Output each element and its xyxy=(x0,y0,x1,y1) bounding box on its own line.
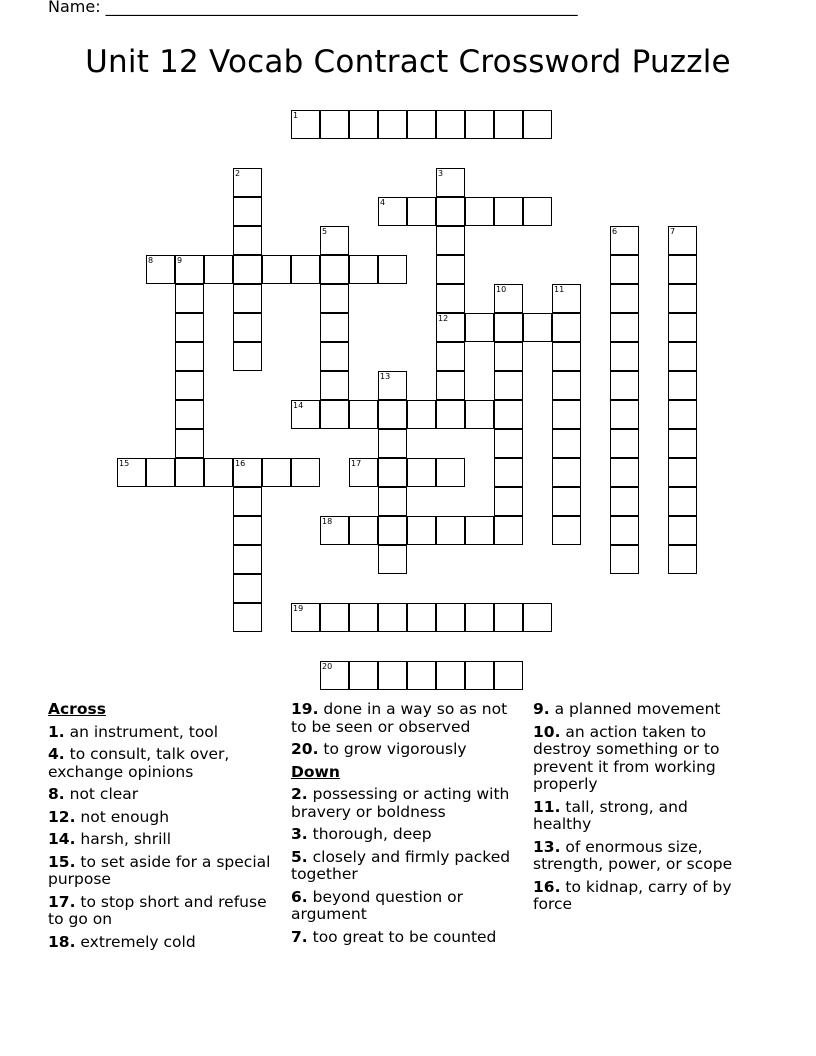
crossword-cell[interactable] xyxy=(320,603,349,632)
crossword-cell[interactable] xyxy=(436,284,465,313)
clue-text: closely and firmly packed together xyxy=(291,847,511,883)
crossword-cell[interactable] xyxy=(146,458,175,487)
crossword-cell[interactable] xyxy=(610,342,639,371)
crossword-cell[interactable] xyxy=(233,168,262,197)
crossword-cell[interactable] xyxy=(523,313,552,342)
crossword-cell[interactable] xyxy=(523,603,552,632)
crossword-cell[interactable] xyxy=(349,255,378,284)
clue-text: to consult, talk over, exchange opinions xyxy=(48,745,230,781)
clue-text: to stop short and refuse to go on xyxy=(48,892,267,928)
crossword-cell[interactable] xyxy=(233,487,262,516)
crossword-cell[interactable] xyxy=(552,284,581,313)
crossword-cell[interactable] xyxy=(407,458,436,487)
crossword-cell[interactable] xyxy=(436,226,465,255)
crossword-cell[interactable] xyxy=(407,197,436,226)
crossword-cell[interactable] xyxy=(465,516,494,545)
crossword-cell[interactable] xyxy=(610,226,639,255)
down-clue xyxy=(291,929,519,947)
crossword-cell[interactable] xyxy=(204,255,233,284)
down-clue xyxy=(533,701,748,719)
crossword-cell[interactable] xyxy=(233,342,262,371)
crossword-cell[interactable] xyxy=(349,661,378,690)
across-clue xyxy=(48,934,280,952)
crossword-cell[interactable] xyxy=(494,661,523,690)
clue-number: 6. xyxy=(291,887,308,906)
cell-number: 7 xyxy=(670,227,676,236)
crossword-cell[interactable] xyxy=(175,371,204,400)
crossword-cell[interactable] xyxy=(494,342,523,371)
crossword-cell[interactable] xyxy=(494,313,523,342)
crossword-cell[interactable] xyxy=(668,487,697,516)
crossword-cell[interactable] xyxy=(494,487,523,516)
crossword-cell[interactable] xyxy=(465,313,494,342)
down-clue xyxy=(533,799,748,834)
crossword-cell[interactable] xyxy=(320,110,349,139)
clue-number: 1. xyxy=(48,722,65,741)
clue-number: 18. xyxy=(48,932,76,951)
down-clue xyxy=(533,879,748,914)
down-clue xyxy=(291,826,519,844)
clue-number: 17. xyxy=(48,892,76,911)
crossword-cell[interactable] xyxy=(610,545,639,574)
cell-number: 15 xyxy=(119,459,130,468)
clue-number: 13. xyxy=(533,837,561,856)
crossword-cell[interactable] xyxy=(494,429,523,458)
crossword-cell[interactable] xyxy=(494,516,523,545)
crossword-cell[interactable] xyxy=(668,400,697,429)
crossword-cell[interactable] xyxy=(436,458,465,487)
cell-number: 10 xyxy=(496,285,507,294)
crossword-cell[interactable] xyxy=(494,197,523,226)
down-clue xyxy=(291,786,519,821)
crossword-cell[interactable] xyxy=(175,313,204,342)
cell-number: 3 xyxy=(438,169,444,178)
crossword-cell[interactable] xyxy=(668,226,697,255)
clue-number: 14. xyxy=(48,830,76,848)
crossword-cell[interactable] xyxy=(233,603,262,632)
crossword-cell[interactable] xyxy=(291,603,320,632)
clue-text: not enough xyxy=(80,807,170,826)
crossword-cell[interactable] xyxy=(465,197,494,226)
cell-number: 1 xyxy=(293,111,299,120)
crossword-cell[interactable] xyxy=(349,516,378,545)
clue-number: 12. xyxy=(48,807,76,826)
cell-number: 17 xyxy=(351,459,362,468)
cell-number: 6 xyxy=(612,227,618,236)
crossword-cell[interactable] xyxy=(378,545,407,574)
crossword-cell[interactable] xyxy=(465,661,494,690)
name-field[interactable]: Name: ___________________________________________________________ xyxy=(48,0,578,16)
crossword-cell[interactable] xyxy=(349,603,378,632)
crossword-cell[interactable] xyxy=(494,458,523,487)
crossword-cell[interactable] xyxy=(494,284,523,313)
crossword-cell[interactable] xyxy=(465,400,494,429)
crossword-cell[interactable] xyxy=(233,574,262,603)
crossword-cell[interactable] xyxy=(233,226,262,255)
cell-number: 19 xyxy=(293,604,304,613)
across-clue-list-continued xyxy=(291,701,519,759)
crossword-cell[interactable] xyxy=(668,371,697,400)
cell-number: 5 xyxy=(322,227,328,236)
across-clue xyxy=(48,746,280,781)
crossword-cell[interactable] xyxy=(436,516,465,545)
clue-number: 7. xyxy=(291,927,308,946)
down-clue-list xyxy=(291,786,519,946)
across-clue xyxy=(291,741,519,759)
crossword-cell[interactable] xyxy=(320,226,349,255)
clue-text: to kidnap, carry of by force xyxy=(533,877,732,913)
across-clue xyxy=(291,701,519,736)
crossword-cell[interactable] xyxy=(552,429,581,458)
clue-number: 3. xyxy=(291,825,308,843)
crossword-cell[interactable] xyxy=(465,110,494,139)
clue-text: to grow vigorously xyxy=(323,740,467,758)
clue-number: 2. xyxy=(291,785,308,803)
across-clue xyxy=(48,809,280,827)
crossword-cell[interactable] xyxy=(233,545,262,574)
crossword-cell[interactable] xyxy=(262,458,291,487)
clue-text: tall, strong, and healthy xyxy=(533,797,688,833)
crossword-cell[interactable] xyxy=(233,458,262,487)
clue-text: an action taken to destroy something or to prevent it from working properly xyxy=(533,722,720,793)
crossword-cell[interactable] xyxy=(378,197,407,226)
crossword-cell[interactable] xyxy=(262,255,291,284)
cell-number: 12 xyxy=(438,314,449,323)
page-title: Unit 12 Vocab Contract Crossword Puzzle xyxy=(85,44,731,80)
clue-number: 8. xyxy=(48,785,65,803)
crossword-cell[interactable] xyxy=(436,661,465,690)
crossword-cell[interactable] xyxy=(291,458,320,487)
crossword-cell[interactable] xyxy=(610,516,639,545)
across-clue xyxy=(48,894,280,929)
clue-text: extremely cold xyxy=(80,932,196,951)
crossword-cell[interactable] xyxy=(233,284,262,313)
across-clue xyxy=(48,786,280,804)
crossword-cell[interactable] xyxy=(378,400,407,429)
crossword-cell[interactable] xyxy=(523,197,552,226)
crossword-cell[interactable] xyxy=(291,255,320,284)
crossword-cell[interactable] xyxy=(552,371,581,400)
crossword-cell[interactable] xyxy=(349,458,378,487)
cell-number: 14 xyxy=(293,401,304,410)
cell-number: 2 xyxy=(235,169,241,178)
crossword-cell[interactable] xyxy=(378,429,407,458)
clue-text: harsh, shrill xyxy=(80,830,172,848)
clue-text: beyond question or argument xyxy=(291,887,463,923)
crossword-cell[interactable] xyxy=(175,284,204,313)
clue-number: 5. xyxy=(291,847,308,866)
across-clue xyxy=(48,724,280,742)
crossword-cell[interactable] xyxy=(320,313,349,342)
cell-number: 13 xyxy=(380,372,391,381)
crossword-cell[interactable] xyxy=(610,255,639,284)
crossword-cell[interactable] xyxy=(233,197,262,226)
clue-number: 20. xyxy=(291,740,319,758)
crossword-cell[interactable] xyxy=(378,110,407,139)
clue-text: an instrument, tool xyxy=(69,722,219,741)
crossword-cell[interactable] xyxy=(494,400,523,429)
crossword-cell[interactable] xyxy=(436,400,465,429)
crossword-cell[interactable] xyxy=(378,661,407,690)
crossword-cell[interactable] xyxy=(175,429,204,458)
crossword-cell[interactable] xyxy=(320,255,349,284)
down-clue xyxy=(533,839,748,874)
crossword-cell[interactable] xyxy=(610,487,639,516)
cell-number: 8 xyxy=(148,256,154,265)
crossword-cell[interactable] xyxy=(378,371,407,400)
crossword-cell[interactable] xyxy=(494,603,523,632)
crossword-cell[interactable] xyxy=(291,400,320,429)
clue-number: 10. xyxy=(533,722,561,741)
cell-number: 18 xyxy=(322,517,333,526)
clue-text: done in a way so as not to be seen or observed xyxy=(291,700,508,736)
down-clue xyxy=(533,724,748,794)
crossword-cell[interactable] xyxy=(407,400,436,429)
crossword-cell[interactable] xyxy=(320,342,349,371)
across-clue xyxy=(48,854,280,889)
crossword-cell[interactable] xyxy=(610,313,639,342)
crossword-cell[interactable] xyxy=(552,400,581,429)
crossword-cell[interactable] xyxy=(668,516,697,545)
clue-number: 11. xyxy=(533,797,561,816)
clue-text: a planned movement xyxy=(554,700,721,718)
crossword-cell[interactable] xyxy=(668,342,697,371)
crossword-cell[interactable] xyxy=(407,110,436,139)
crossword-cell[interactable] xyxy=(436,197,465,226)
crossword-cell[interactable] xyxy=(378,516,407,545)
crossword-cell[interactable] xyxy=(465,603,494,632)
crossword-cell[interactable] xyxy=(436,110,465,139)
crossword-cell[interactable] xyxy=(436,255,465,284)
clue-number: 15. xyxy=(48,852,76,871)
crossword-cell[interactable] xyxy=(610,400,639,429)
crossword-cell[interactable] xyxy=(552,342,581,371)
crossword-cell[interactable] xyxy=(668,284,697,313)
crossword-cell[interactable] xyxy=(233,313,262,342)
crossword-cell[interactable] xyxy=(175,400,204,429)
crossword-cell[interactable] xyxy=(378,603,407,632)
crossword-cell[interactable] xyxy=(668,313,697,342)
crossword-cell[interactable] xyxy=(552,313,581,342)
crossword-cell[interactable] xyxy=(494,110,523,139)
down-clue xyxy=(291,849,519,884)
crossword-cell[interactable] xyxy=(291,110,320,139)
crossword-cell[interactable] xyxy=(378,458,407,487)
cell-number: 20 xyxy=(322,662,333,671)
cell-number: 11 xyxy=(554,285,565,294)
cell-number: 4 xyxy=(380,198,386,207)
crossword-cell[interactable] xyxy=(407,661,436,690)
crossword-cell[interactable] xyxy=(523,110,552,139)
clue-number: 19. xyxy=(291,700,319,718)
cell-number: 16 xyxy=(235,459,246,468)
crossword-cell[interactable] xyxy=(610,284,639,313)
clue-text: thorough, deep xyxy=(312,825,432,843)
crossword-cell[interactable] xyxy=(436,371,465,400)
crossword-cell[interactable] xyxy=(378,255,407,284)
crossword-cell[interactable] xyxy=(320,516,349,545)
crossword-cell[interactable] xyxy=(349,400,378,429)
crossword-cell[interactable] xyxy=(320,400,349,429)
crossword-cell[interactable] xyxy=(233,516,262,545)
crossword-cell[interactable] xyxy=(175,255,204,284)
crossword-cell[interactable] xyxy=(494,371,523,400)
crossword-cell[interactable] xyxy=(668,255,697,284)
crossword-cell[interactable] xyxy=(668,545,697,574)
crossword-cell[interactable] xyxy=(407,603,436,632)
crossword-cell[interactable] xyxy=(204,458,233,487)
clue-number: 9. xyxy=(533,700,550,718)
across-clue-list xyxy=(48,724,280,952)
crossword-cell[interactable] xyxy=(175,458,204,487)
crossword-cell[interactable] xyxy=(146,255,175,284)
crossword-cell[interactable] xyxy=(175,342,204,371)
clue-text: too great to be counted xyxy=(312,927,497,946)
crossword-cell[interactable] xyxy=(610,458,639,487)
crossword-cell[interactable] xyxy=(233,255,262,284)
crossword-cell[interactable] xyxy=(436,168,465,197)
crossword-cell[interactable] xyxy=(320,284,349,313)
down-clue xyxy=(291,889,519,924)
clue-text: of enormous size, strength, power, or scope xyxy=(533,837,733,873)
crossword-cell[interactable] xyxy=(117,458,146,487)
clue-text: to set aside for a special purpose xyxy=(48,852,271,888)
crossword-cell[interactable] xyxy=(610,371,639,400)
down-heading: Down xyxy=(291,762,340,781)
down-clue-list-continued xyxy=(533,701,748,914)
crossword-cell[interactable] xyxy=(320,661,349,690)
crossword-cell[interactable] xyxy=(610,429,639,458)
clue-column-3 xyxy=(533,701,748,919)
crossword-cell[interactable] xyxy=(668,429,697,458)
clue-text: not clear xyxy=(69,785,139,803)
crossword-cell[interactable] xyxy=(378,487,407,516)
cell-number: 9 xyxy=(177,256,183,265)
crossword-cell[interactable] xyxy=(552,458,581,487)
crossword-cell[interactable] xyxy=(436,342,465,371)
crossword-cell[interactable] xyxy=(407,516,436,545)
clue-number: 16. xyxy=(533,877,561,896)
crossword-cell[interactable] xyxy=(552,487,581,516)
crossword-cell[interactable] xyxy=(552,516,581,545)
crossword-cell[interactable] xyxy=(349,110,378,139)
crossword-cell[interactable] xyxy=(320,371,349,400)
crossword-cell[interactable] xyxy=(436,603,465,632)
across-heading: Across xyxy=(48,700,106,718)
clue-column-1 xyxy=(48,701,280,956)
clue-text: possessing or acting with bravery or boldness xyxy=(291,785,510,821)
crossword-cell[interactable] xyxy=(436,313,465,342)
crossword-cell[interactable] xyxy=(668,458,697,487)
clue-number: 4. xyxy=(48,745,65,763)
clue-column-2 xyxy=(291,701,519,951)
across-clue xyxy=(48,831,280,849)
